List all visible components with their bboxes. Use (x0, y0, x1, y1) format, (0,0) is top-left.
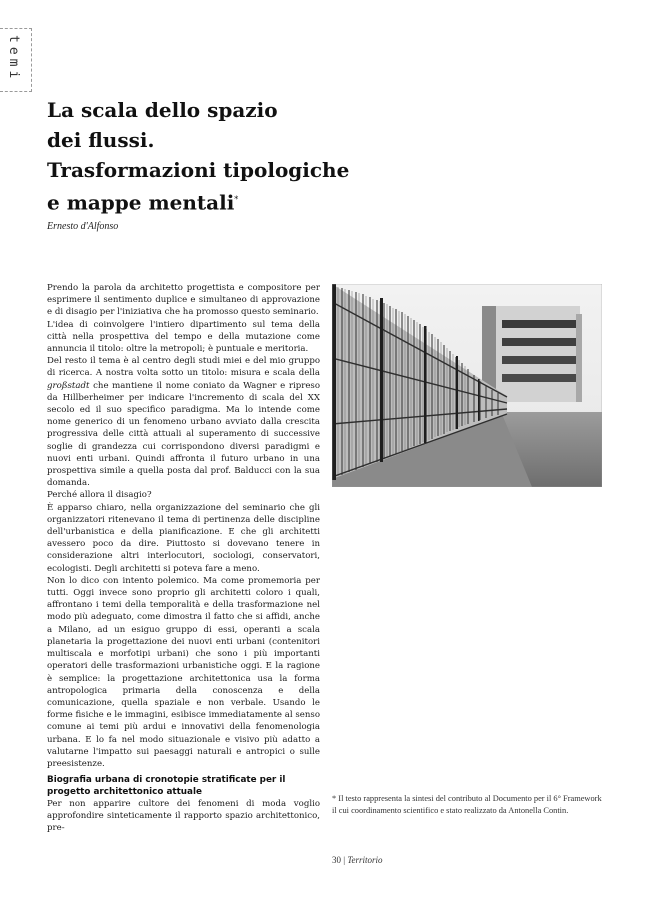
section-text: Per non apparire cultore dei fenomeni di moda voglio approfondire sinteticamente il rapporto spazio architettonico, pre- (47, 799, 320, 834)
paragraph-3-end: che mantiene il nome coniato da Wagner e ripreso da Hillberheimer per indicare l'incremento di scala del XX secolo ed il suo specifico paradigma. Ma lo intende come nome generico di un fenomeno urbano avviato dalla crescita progressiva delle città attuali al superamento di successive soglie di grandezza cui corrispondono diversi paradigmi e nuovi enti urbani. Quindi affronta il futuro urbano in una prospettiva simile a quella posta dal prof. Balducci con la sua domanda. (47, 380, 320, 489)
photo-illustration (332, 284, 602, 487)
footnote: * Il testo rappresenta la sintesi del contributo al Documento per il 6° Framework il cui coordinamento scientifico e stato realizzato da Antonella Contin. (332, 794, 602, 815)
paragraph-6: Non lo dico con intento polemico. Ma come promemoria per tutti. Oggi invece sono proprio gli architetti coloro i quali, affrontano i temi della temporalità e della trasformazione nel modo più adeguato, come dimostra il fatto che si affidi, anche a Milano, ad un esiguo gruppo di essi, operanti a scala planetaria la progettazione dei nuovi enti urbani (contenitori multiscala e morfotipi urbani) che sono i più importanti operatori delle trasformazioni urbanistiche oggi. E la ragione è semplice: la progettazione architettonica usa la forma antropologica primaria della conoscenza e della comunicazione, quella spaziale e non verbale. Usando le forme fisiche e le immagini, esibisce immediatamente al senso comune ai temi più ardui e innovativi della fenomenologia urbana. E lo fa nel modo situazionale e visivo più adatto a valutarne l'impatto sui paesaggi naturali e antropici o sulle preesistenze. (47, 575, 320, 769)
section-tab (0, 28, 32, 92)
paragraph-3-start: Del resto il tema è al centro degli studi miei e del mio gruppo di ricerca. A nostra volta sotto un titolo: misura e scala della (47, 356, 320, 379)
page-footer (332, 855, 383, 865)
section-heading: Biografia urbana di cronotopie stratificate per il progetto architettonico attuale (47, 775, 286, 797)
publication-name: Territorio (347, 855, 383, 865)
title-note-mark: * (234, 195, 239, 204)
title-line-4: e mappe mentali (47, 190, 235, 215)
paragraph-2: L'idea di coinvolgere l'intiero dipartimento sul tema della città nella prospettiva del tempo e della mutazione come annuncia il titolo: oltre la metropoli; è puntuale e meritoria. (47, 319, 320, 355)
article-body (47, 282, 320, 770)
paragraph-5: È apparso chiaro, nella organizzazione del seminario che gli organizzatori ritenevano il tema di pertinenza delle discipline dell'urbanistica e della pianificazione. E che gli architetti avessero poco da dire. Piuttosto si dovevano tenere in considerazione altri interlocutori, sociologi, conservatori, ecologisti. Degli architetti si poteva fare a meno. (47, 502, 320, 574)
parking-building (482, 306, 582, 402)
paragraph-3 (47, 355, 320, 489)
footer-separator: | (343, 855, 346, 865)
title-line-1: La scala dello spazio (47, 98, 278, 122)
article-title (47, 95, 467, 218)
title-line-2: dei flussi. (47, 128, 155, 152)
paragraph-1: Prendo la parola da architetto progettista e compositore per esprimere il sentimento duplice e simultaneo di approvazione e di disagio per l'iniziativa che ha promosso questo seminario. (47, 283, 320, 318)
author-name: Ernesto d'Alfonso (47, 221, 119, 232)
section-tab-label: temi (6, 35, 21, 83)
article-photo (332, 284, 602, 487)
paragraph-3-emphasis: großstadt (47, 380, 90, 391)
page-number: 30 (332, 855, 341, 865)
paragraph-4: Perché allora il disagio? (47, 490, 152, 501)
title-line-3: Trasformazioni tipologiche (47, 158, 350, 182)
